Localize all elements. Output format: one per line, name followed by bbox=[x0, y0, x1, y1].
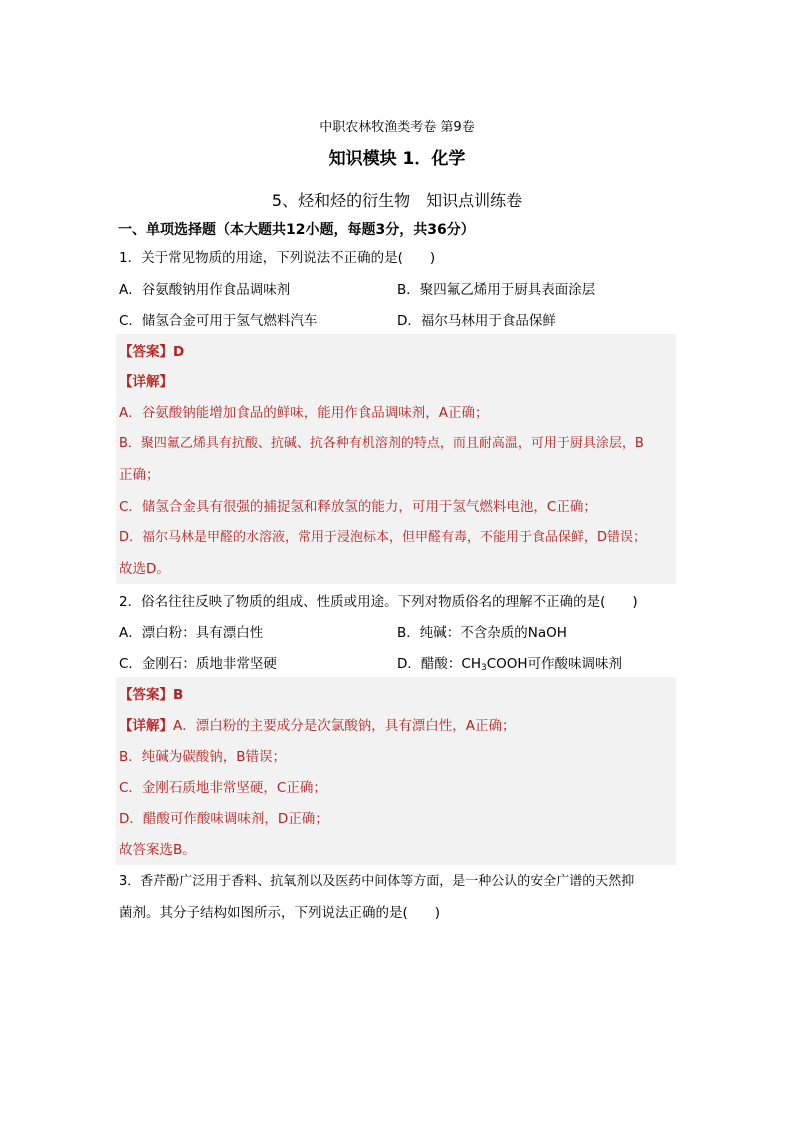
q1-conclusion: 故选D。 bbox=[119, 561, 170, 577]
part-heading: 一、单项选择题（本大题共12小题，每题3分，共36分） bbox=[118, 222, 475, 238]
section-title: 5、烃和烃的衍生物 知识点训练卷 bbox=[271, 191, 523, 210]
q3-stem-line1: 3．香芹酚广泛用于香料、抗氧剂以及医药中间体等方面，是一种公认的安全广谱的天然抑 bbox=[119, 874, 635, 889]
q2-explain-b: B．纯碱为碳酸钠，B错误； bbox=[119, 749, 287, 765]
q2-explain-a: A．漂白粉的主要成分是次氯酸钠，具有漂白性，A正确； bbox=[173, 718, 516, 734]
q1-stem: 1．关于常见物质的用途，下列说法不正确的是( ) bbox=[119, 250, 436, 266]
q2-option-d bbox=[397, 655, 622, 673]
q2-option-d-prefix: D．醋酸：CH bbox=[397, 656, 481, 672]
q2-answer: 【答案】B bbox=[119, 687, 184, 703]
q1-answer: 【答案】D bbox=[119, 344, 185, 360]
q1-explain-d: D．福尔马林是甲醛的水溶液，常用于浸泡标本，但甲醛有毒，不能用于食品保鲜，D错误； bbox=[119, 530, 647, 545]
q2-conclusion: 故答案选B。 bbox=[119, 842, 196, 858]
q3-stem-line2: 菌剂。其分子结构如图所示，下列说法正确的是( ) bbox=[119, 905, 441, 921]
q2-answer-block bbox=[116, 677, 676, 865]
q1-option-c: C．储氢合金可用于氢气燃料汽车 bbox=[119, 313, 318, 329]
q1-answer-block bbox=[116, 334, 676, 584]
q2-option-a: A．漂白粉：具有漂白性 bbox=[119, 625, 264, 641]
q2-option-d-suffix: COOH可作酸味调味剂 bbox=[486, 656, 623, 672]
q1-option-b: B．聚四氟乙烯用于厨具表面涂层 bbox=[397, 282, 596, 298]
q2-detail-label: 【详解】 bbox=[119, 718, 173, 734]
q2-option-c: C．金刚石：质地非常坚硬 bbox=[119, 656, 277, 672]
q1-detail-label: 【详解】 bbox=[119, 374, 173, 390]
q2-option-b: B．纯碱：不含杂质的NaOH bbox=[397, 625, 567, 641]
q1-option-a: A．谷氨酸钠用作食品调味剂 bbox=[119, 282, 291, 298]
q1-option-d: D．福尔马林用于食品保鲜 bbox=[397, 313, 556, 329]
q1-explain-b-line2: 正确； bbox=[119, 467, 160, 483]
module-title: 知识模块 1．化学 bbox=[328, 149, 466, 169]
q2-detail bbox=[119, 717, 515, 735]
exam-title: 中职农林牧渔类考卷 第9卷 bbox=[319, 120, 475, 135]
q1-explain-c: C．储氢合金具有很强的捕捉氢和释放氢的能力，可用于氢气燃料电池，C正确； bbox=[119, 499, 597, 515]
q2-stem: 2．俗名往往反映了物质的组成、性质或用途。下列对物质俗名的理解不正确的是( ) bbox=[119, 594, 638, 610]
q1-explain-a: A．谷氨酸钠能增加食品的鲜味，能用作食品调味剂，A正确； bbox=[119, 405, 489, 421]
q2-explain-c: C．金刚石质地非常坚硬，C正确； bbox=[119, 780, 327, 796]
q2-option-d-subscript: 3 bbox=[480, 663, 487, 673]
q2-explain-d: D．醋酸可作酸味调味剂，D正确； bbox=[119, 811, 329, 827]
q1-explain-b-line1: B．聚四氟乙烯具有抗酸、抗碱、抗各种有机溶剂的特点，而且耐高温，可用于厨具涂层，B bbox=[119, 436, 644, 451]
